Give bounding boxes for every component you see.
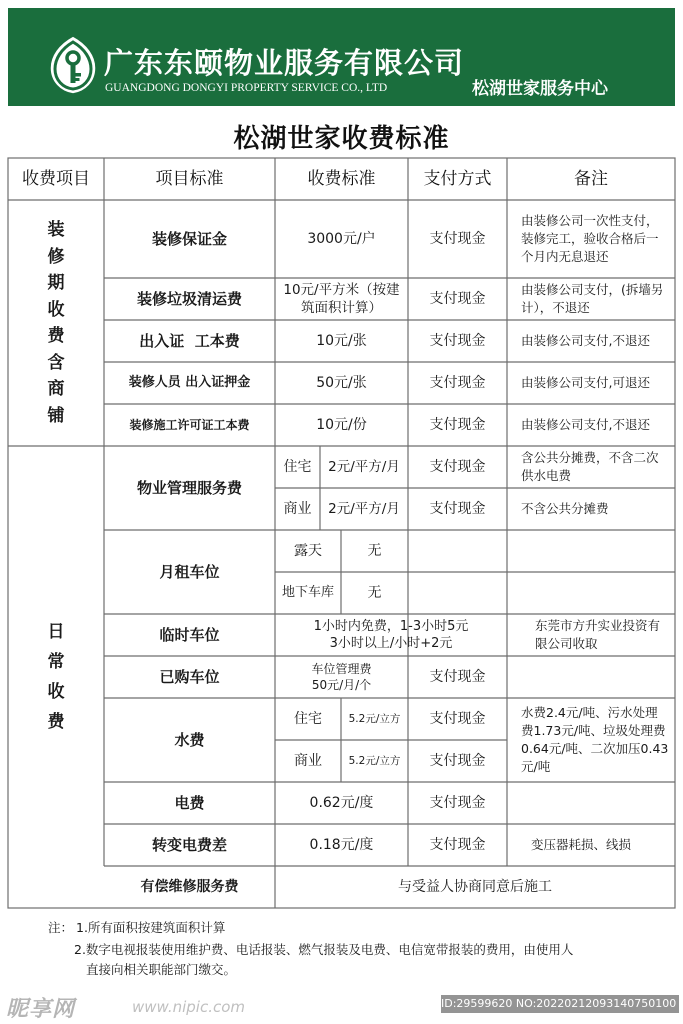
footnote-prefix: 注： (48, 920, 74, 935)
category-char: 装 (47, 220, 65, 240)
standard-construction-permit: 10元/份 (316, 417, 367, 433)
category-char: 铺 (47, 405, 65, 426)
parking-underground-label: 地下车库 (281, 585, 334, 600)
management-commercial-label: 商业 (283, 501, 312, 517)
note-renovation-deposit: 由装修公司一次性支付，装修完工，验收合格后一个月内无息退还 (521, 213, 659, 264)
company-name: 广东东颐物业服务有限公司 (104, 46, 465, 80)
note-transformer-difference: 变压器耗损、线损 (531, 837, 632, 852)
temp-parking-line1: 1小时内免费，1-3小时5元 (313, 619, 469, 634)
payment-electricity-fee: 支付现金 (429, 795, 486, 811)
management-commercial-note: 不含公共分摊费 (521, 501, 609, 516)
management-commercial-payment: 支付现金 (429, 501, 486, 517)
note-water-fee: 水费2.4元/吨、污水处理费1.73元/吨、垃圾处理费0.64元/吨、二次加压0.43元/吨 (521, 705, 669, 774)
category-char: 商 (47, 379, 65, 399)
watermark-site: www.nipic.com (132, 998, 246, 1016)
footnote-line-2: 2.数字电视报装使用维护费、电话报装、燃气报装及电费、电信宽带报装的费用，由使用人 (74, 942, 574, 957)
item-paid-repair: 有偿维修服务费 (140, 879, 239, 895)
header-payment-method: 支付方式 (423, 169, 492, 189)
category-char: 期 (47, 273, 65, 293)
payment-transformer-difference: 支付现金 (429, 837, 486, 853)
note-construction-permit: 由装修公司支付,不退还 (521, 417, 650, 432)
category-char: 修 (47, 246, 65, 267)
standard-pass-fee: 10元/张 (316, 333, 367, 349)
standard-transformer-difference: 0.18元/度 (309, 837, 374, 853)
water-residential-payment: 支付现金 (429, 711, 486, 727)
parking-open-air-value: 无 (367, 543, 382, 559)
company-name-english: GUANGDONG DONGYI PROPERTY SERVICE CO., LTD (105, 82, 388, 94)
category-char: 费 (47, 326, 65, 346)
note-temporary-parking: 东莞市方升实业投资有限公司收取 (535, 618, 661, 651)
management-residential-payment: 支付现金 (429, 459, 486, 475)
standard-paid-repair: 与受益人协商同意后施工 (398, 879, 552, 895)
payment-purchased-parking: 支付现金 (429, 669, 486, 685)
management-commercial-price: 2元/平方/月 (328, 501, 400, 517)
item-monthly-parking: 月租车位 (159, 563, 220, 581)
payment-renovation-deposit: 支付现金 (429, 231, 486, 247)
watermark-id: ID:29599620 NO:20220212093140750100 (441, 995, 679, 1013)
item-renovation-deposit: 装修保证金 (151, 230, 227, 248)
payment-garbage-removal: 支付现金 (429, 291, 486, 307)
item-construction-permit: 装修施工许可证工本费 (129, 418, 250, 432)
standard-renovation-deposit: 3000元/户 (307, 231, 376, 247)
watermark-logo: 昵享网 (6, 997, 76, 1022)
water-commercial-price: 5.2元/立方 (348, 755, 401, 767)
header-fee-item: 收费项目 (22, 169, 90, 189)
header-fee-standard: 收费标准 (307, 169, 376, 189)
category-char: 费 (47, 712, 65, 732)
water-commercial-label: 商业 (294, 753, 322, 769)
category-char: 日 (47, 622, 65, 642)
management-residential-note: 含公共分摊费，不含二次供水电费 (521, 450, 659, 483)
item-temporary-parking: 临时车位 (159, 626, 220, 644)
header-item-standard: 项目标准 (155, 169, 224, 189)
item-pass-deposit: 装修人员 出入证押金 (128, 375, 251, 390)
category-char: 常 (47, 652, 65, 672)
item-transformer-difference: 转变电费差 (151, 836, 227, 854)
category-char: 收 (47, 682, 65, 702)
header-remarks: 备注 (574, 169, 608, 189)
item-water-fee: 水费 (174, 731, 205, 749)
note-garbage-removal: 由装修公司支付，(拆墙另计），不退还 (521, 282, 664, 315)
water-commercial-payment: 支付现金 (429, 753, 486, 769)
item-electricity-fee: 电费 (174, 794, 205, 812)
purchased-parking-line2: 50元/月/个 (311, 678, 372, 692)
management-residential-price: 2元/平方/月 (328, 459, 400, 475)
payment-pass-fee: 支付现金 (429, 333, 486, 349)
water-residential-label: 住宅 (294, 711, 322, 727)
page-title: 松湖世家收费标准 (233, 124, 450, 154)
standard-temporary-parking (275, 614, 507, 656)
category-renovation (8, 200, 104, 446)
standard-electricity-fee: 0.62元/度 (309, 795, 374, 811)
item-pass-fee: 出入证 工本费 (139, 332, 240, 350)
purchased-parking-line1: 车位管理费 (311, 662, 372, 676)
management-residential-label: 住宅 (283, 459, 312, 475)
category-char: 收 (47, 299, 65, 320)
service-center-name: 松湖世家服务中心 (472, 79, 608, 99)
parking-open-air-label: 露天 (294, 543, 322, 559)
temp-parking-line2: 3小时以上/小时+2元 (329, 636, 453, 651)
parking-underground-value: 无 (367, 585, 382, 601)
note-pass-deposit: 由装修公司支付,可退还 (521, 375, 650, 390)
footnote-line-3: 直接向相关职能部门缴交。 (86, 962, 237, 977)
item-purchased-parking: 已购车位 (159, 668, 220, 686)
water-residential-price: 5.2元/立方 (348, 713, 401, 725)
item-property-management: 物业管理服务费 (136, 479, 242, 497)
item-garbage-removal: 装修垃圾清运费 (136, 290, 242, 308)
footnote-line-1: 1.所有面积按建筑面积计算 (76, 920, 226, 935)
category-char: 含 (47, 352, 65, 373)
payment-construction-permit: 支付现金 (429, 417, 486, 433)
note-pass-fee: 由装修公司支付,不退还 (521, 333, 650, 348)
standard-purchased-parking (275, 656, 408, 698)
category-daily (8, 446, 104, 908)
standard-garbage-removal: 10元/平方米（按建筑面积计算） (283, 282, 400, 316)
standard-pass-deposit: 50元/张 (316, 375, 367, 391)
payment-pass-deposit: 支付现金 (429, 375, 486, 391)
